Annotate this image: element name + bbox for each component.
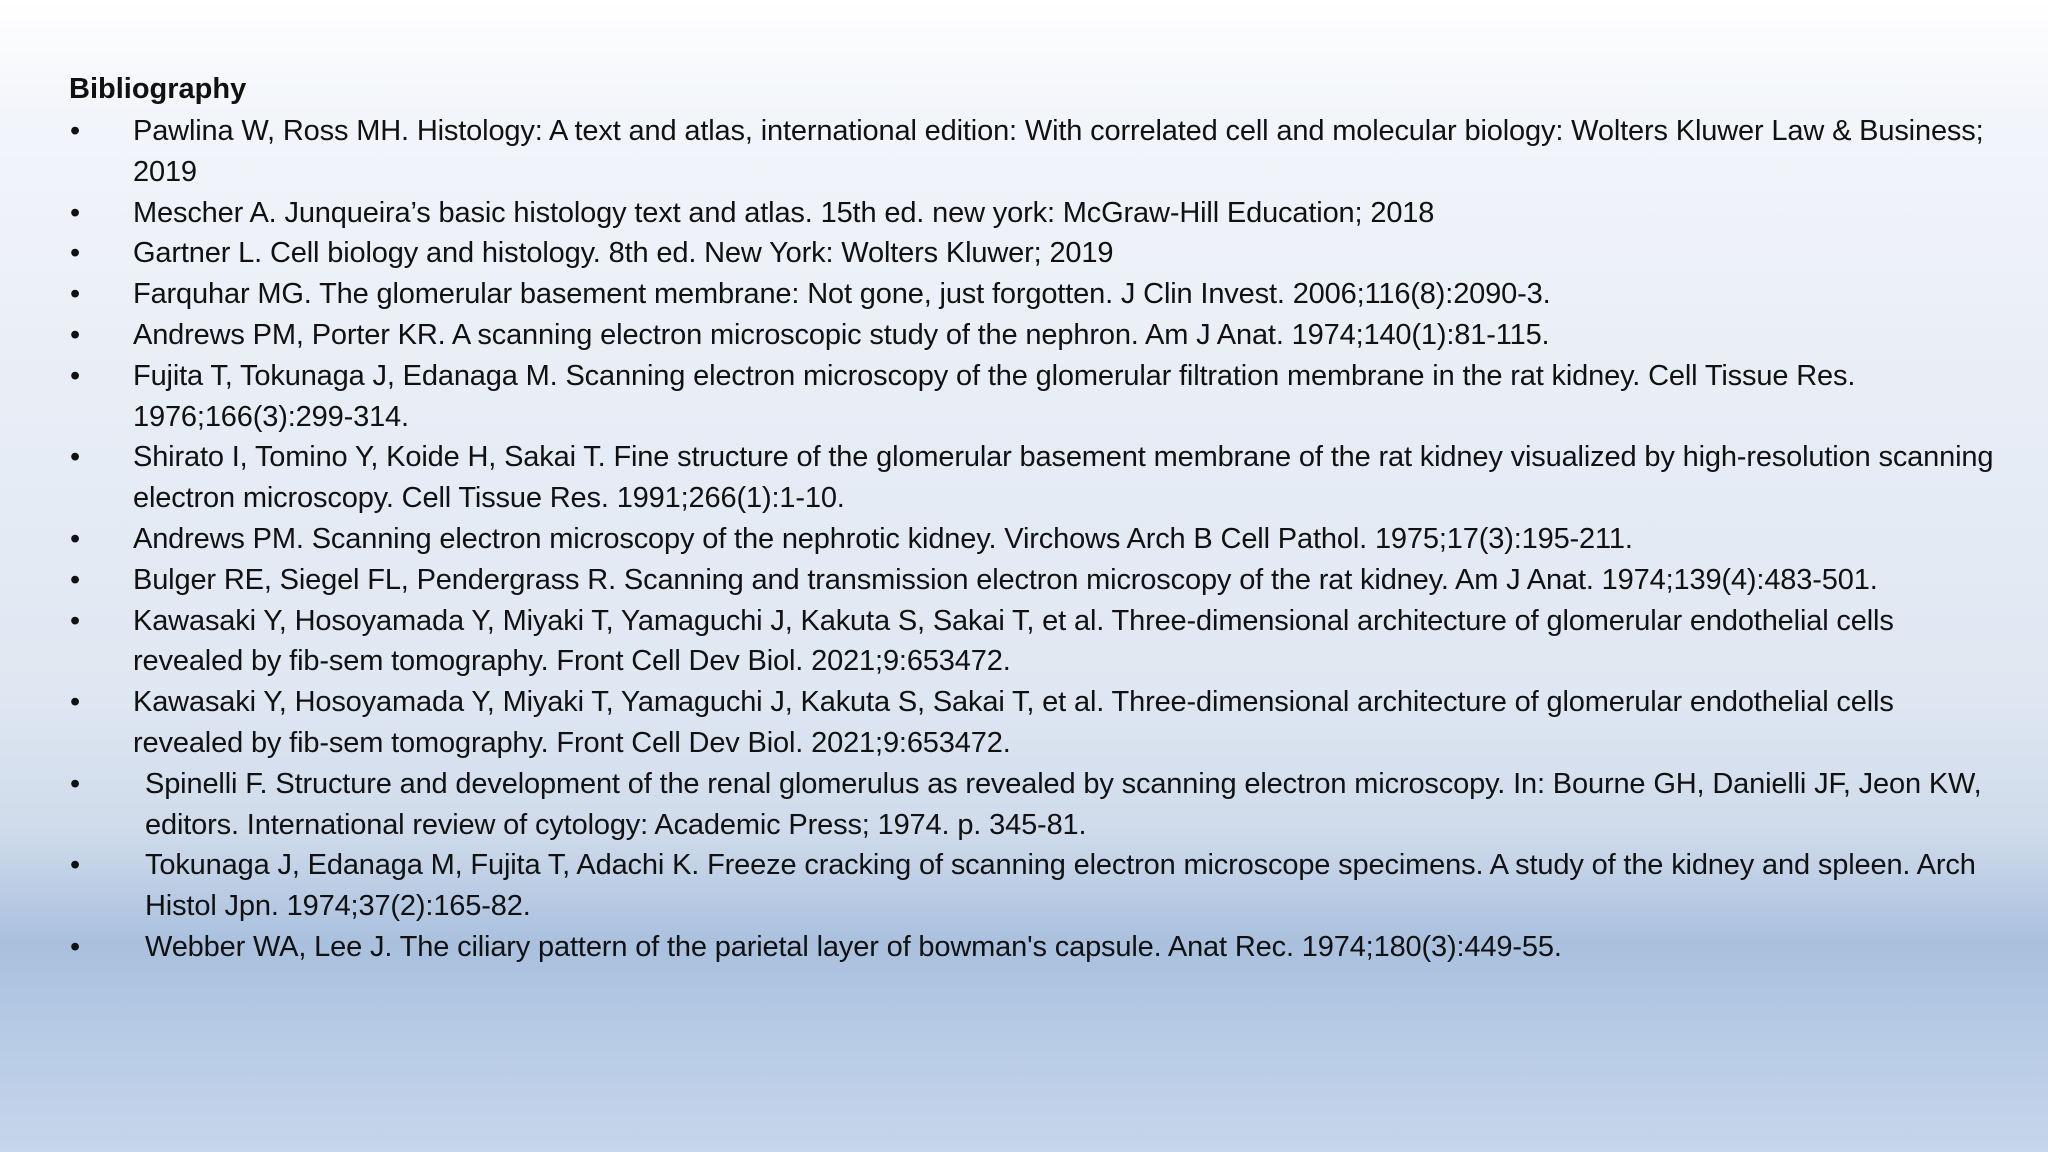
bullet-icon: •: [70, 115, 81, 147]
reference-item: [69, 315, 1999, 356]
reference-item: [69, 437, 1999, 519]
reference-text: Fujita T, Tokunaga J, Edanaga M. Scanning electron microscopy of the glomerular filtration membrane in the rat kidney. Cell Tissue Res. 1976;166(3):299-314.: [133, 359, 1856, 433]
bullet-icon: •: [70, 237, 81, 270]
bullet-icon: •: [70, 686, 81, 719]
bullet-icon: •: [70, 196, 81, 229]
bullet-icon: •: [70, 318, 81, 351]
reference-item: [69, 111, 1999, 193]
reference-text: Kawasaki Y, Hosoyamada Y, Miyaki T, Yamaguchi J, Kakuta S, Sakai T, et al. Three-dimensional architecture of glomerular endothelial cells revealed by fib-sem tomography. Front Cell Dev Biol. 2021;9:653472.: [133, 686, 1894, 759]
reference-text: Spinelli F. Structure and development of the renal glomerulus as revealed by scanning electron microscopy. In: Bourne GH, Danielli JF, Jeon KW, editors. International review of cytology: Academic Press; 1974. p. 345-81.: [145, 767, 1982, 841]
reference-text: Shirato I, Tomino Y, Koide H, Sakai T. Fine structure of the glomerular basement membrane of the rat kidney visualized by high-resolution scanning electron microscopy. Cell Tissue Res. 1991;266(1):1-10.: [133, 441, 1994, 515]
bullet-icon: •: [70, 563, 81, 596]
bullet-icon: •: [70, 604, 81, 637]
reference-item: [69, 356, 1999, 438]
reference-item: [69, 845, 1999, 927]
bullet-icon: •: [70, 278, 81, 311]
reference-item: [69, 601, 1999, 683]
reference-text: Tokunaga J, Edanaga M, Fujita T, Adachi K. Freeze cracking of scanning electron microscope specimens. A study of the kidney and spleen. Arch Histol Jpn. 1974;37(2):165-82.: [145, 849, 1976, 923]
reference-text: Bulger RE, Siegel FL, Pendergrass R. Scanning and transmission electron microscopy of the rat kidney. Am J Anat. 1974;139(4):483-501.: [133, 563, 1878, 596]
reference-text: Farquhar MG. The glomerular basement membrane: Not gone, just forgotten. J Clin Invest. 2006;116(8):2090-3.: [133, 278, 1551, 311]
bullet-icon: •: [70, 441, 81, 474]
bibliography-heading: Bibliography: [69, 73, 247, 105]
reference-item: [69, 519, 1999, 560]
reference-item: [69, 764, 1999, 846]
reference-list: [69, 111, 1999, 968]
reference-text: Pawlina W, Ross MH. Histology: A text and atlas, international edition: With correlated cell and molecular biology: Wolters Kluwer Law & Business; 2019: [133, 115, 1984, 188]
bullet-icon: •: [70, 767, 81, 800]
reference-item: [69, 682, 1999, 764]
reference-item: [69, 274, 1999, 315]
reference-item: [69, 193, 1999, 234]
reference-item: [69, 233, 1999, 274]
reference-text: Andrews PM. Scanning electron microscopy of the nephrotic kidney. Virchows Arch B Cell Pathol. 1975;17(3):195-211.: [133, 522, 1633, 555]
reference-text: Gartner L. Cell biology and histology. 8th ed. New York: Wolters Kluwer; 2019: [133, 237, 1114, 270]
reference-text: Webber WA, Lee J. The ciliary pattern of the parietal layer of bowman's capsule. Anat Rec. 1974;180(3):449-55.: [145, 930, 1562, 963]
reference-text: Andrews PM, Porter KR. A scanning electron microscopic study of the nephron. Am J Anat. 1974;140(1):81-115.: [133, 318, 1550, 351]
reference-item: [69, 560, 1999, 601]
bibliography-slide: [69, 70, 1999, 968]
reference-text: Kawasaki Y, Hosoyamada Y, Miyaki T, Yamaguchi J, Kakuta S, Sakai T, et al. Three-dimensional architecture of glomerular endothelial cells revealed by fib-sem tomography. Front Cell Dev Biol. 2021;9:653472.: [133, 604, 1894, 678]
bullet-icon: •: [70, 522, 81, 555]
bullet-icon: •: [70, 359, 81, 392]
reference-item: [69, 927, 1999, 968]
bullet-icon: •: [70, 930, 81, 963]
reference-text: Mescher A. Junqueira’s basic histology text and atlas. 15th ed. new york: McGraw-Hill Education; 2018: [133, 196, 1435, 229]
bullet-icon: •: [70, 849, 81, 882]
